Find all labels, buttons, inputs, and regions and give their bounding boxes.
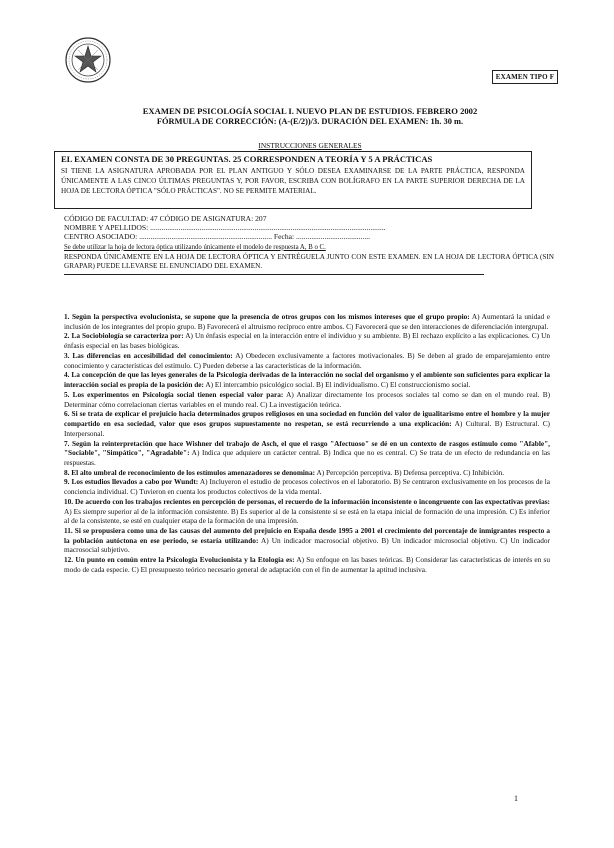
question-stem: 4. La concepción de que las leyes generales de la Psicología derivadas de la interacción no social del organismo y el ambiente son suficientes para explicar la interacción social es propia de la posición de:: [64, 370, 550, 390]
question-item: [64, 390, 550, 409]
instructions-box: [54, 151, 532, 209]
question-stem: 2. La Sociobiología se caracteriza por:: [64, 331, 184, 341]
question-item: [64, 477, 550, 496]
question-stem: 3. Las diferencias en accesibilidad del conocimiento:: [64, 350, 233, 360]
name-field: NOMBRE Y APELLIDOS: ............................................................................................................................: [64, 223, 386, 233]
question-stem: 1. Según la perspectiva evolucionista, se supone que la presencia de otros grupos con los mismos intereses que el grupo propio:: [64, 312, 470, 321]
page-number: 1: [514, 794, 518, 803]
question-stem: 12. Un punto en común entre la Psicología Evolucionista y la Etología es:: [64, 555, 295, 565]
question-stem: 6. Si se trata de explicar el prejuicio hacia determinados grupos religiosos en una sociedad en función del valor de igualitarismo entre el hombre y la mujer compartido en esa sociedad, valor que esos grupos supuestamente no respetan, se está recurriendo a una explicación:: [64, 409, 550, 429]
center-date-field: CENTRO ASOCIADO: ...................................................................... Fecha: .......................................: [64, 232, 371, 242]
question-item: [64, 370, 550, 389]
question-stem: 7. Según la reinterpretación que hace Wishner del trabajo de Asch, el que el rasgo "Afectuoso" se dé en un contexto de rasgos estímulo como "Afable", "Sociable", "Simpático", "Agradable":: [64, 438, 550, 458]
question-item: [64, 526, 550, 555]
question-item: [64, 468, 550, 478]
question-item: [64, 439, 550, 468]
answer-sheet-note: Se debe utilizar la hoja de lectora óptica utilizando únicamente el modelo de respuesta A, B o C.: [64, 243, 326, 251]
question-options: A) Obedecen exclusivamente a factores motivacionales. B) Se deben al grado de emparejamiento entre conocimiento y características del estímulo. C) Pueden deberse a las características de la información.: [64, 350, 551, 370]
question-options: A) Aumentará la unidad e inclusión de los integrantes del propio grupo. B) Favorecerá el altruismo recíproco entre ambos. C) Favorecerá que se den interacciones de diferenciación intergrupal.: [64, 312, 551, 331]
question-item: [64, 409, 550, 438]
question-item: [64, 312, 550, 331]
question-options: A) Un énfasis especial en la interacción entre el individuo y su ambiente. B) El rechazo explícito a las explicaciones. C) Un énfasis especial en las bases biológicas.: [64, 331, 550, 351]
question-options: A) Un indicador macrosocial objetivo. B) Un indicador microsocial objetivo. C) Un indicador macrosocial subjetivo.: [64, 535, 551, 555]
student-form: [64, 214, 554, 275]
question-list: [64, 312, 550, 575]
divider: [64, 274, 484, 275]
question-stem: 11. Si se propusiera como una de las causas del aumento del prejuicio en España desde 1995 a 2001 el crecimiento del porcentaje de inmigrantes respecto a la población autóctona en ese periodo, se estaría utilizando:: [64, 526, 550, 545]
question-item: [64, 351, 550, 370]
question-item: [64, 331, 550, 350]
exam-title: EXAMEN DE PSICOLOGÍA SOCIAL I. NUEVO PLAN DE ESTUDIOS. FEBRERO 2002: [142, 106, 478, 116]
instructions-heading: INSTRUCCIONES GENERALES: [258, 141, 362, 150]
question-options: A) Cultural. B) Estructural. C) Interpersonal.: [64, 419, 550, 438]
question-options: A) Percepción perceptiva. B) Defensa perceptiva. C) Inhibición.: [315, 467, 505, 477]
university-seal-icon: [64, 36, 112, 84]
exam-formula-duration: FÓRMULA DE CORRECCIÓN: (A-(E/2))/3. DURACIÓN DEL EXAMEN: 1h. 30 m.: [156, 117, 464, 126]
question-stem: 5. Los experimentos en Psicología social tienen especial valor para:: [64, 389, 284, 399]
instructions-box-title: EL EXAMEN CONSTA DE 30 PREGUNTAS. 25 CORRESPONDEN A TEORÍA Y 5 A PRÁCTICAS: [61, 154, 433, 164]
course-codes: CÓDIGO DE FACULTAD: 47 CÓDIGO DE ASIGNATURA: 207: [64, 214, 267, 223]
question-options: A) Incluyeron el estudio de procesos colectivos en el laboratorio. B) Se centraron exclusivamente en los procesos de la conciencia individual. C) Tuvieron en cuenta los productos colectivos de la vida mental.: [64, 477, 551, 497]
question-options: A) Es siempre superior al de la información consistente. B) Es superior al de la consistente si se está en la etapa inicial de formación de una impresión. C) Es inferior al de la consistente, se esté en cualquier etapa de la formación de una impresión.: [64, 506, 550, 526]
question-options: A) Su enfoque en las bases teóricas. B) Considerar las características de interés en su modo de cada especie. C) El presupuesto teórico necesario general de adaptación con el fin de aumentar la aptitud inclusiva.: [64, 555, 550, 574]
question-item: [64, 555, 550, 574]
question-item: [64, 497, 550, 526]
question-options: A) Analizar directamente los procesos sociales tal como se dan en el mundo real. B) Determinar cómo correlacionan ciertas variables en el mundo real. C) La investigación teórica.: [64, 389, 550, 409]
question-stem: 8. El alto umbral de reconocimiento de los estímulos amenazadores se denomina:: [64, 467, 316, 477]
question-stem: 9. Los estudios llevados a cabo por Wundt:: [64, 477, 199, 487]
question-options: A) Indica que adquiere un carácter central. B) Indica que no es central. C) Se trata de un efecto de redundancia en las respuestas.: [64, 448, 550, 467]
question-options: A) El intercambio psicológico social. B) El individualismo. C) El construccionismo social.: [203, 380, 471, 390]
answer-sheet-instructions: RESPONDA ÚNICAMENTE EN LA HOJA DE LECTORA ÓPTICA Y ENTRÉGUELA JUNTO CON ESTE EXAMEN. EN LA HOJA DE LECTORA ÓPTICA (SIN GRAPAR) PUEDE LLEVARSE EL ENUNCIADO DEL EXAMEN.: [64, 252, 554, 271]
instructions-box-body: SI TIENE LA ASIGNATURA APROBADA POR EL PLAN ANTIGUO Y SÓLO DESEA EXAMINARSE DE LA PARTE PRÁCTICA, RESPONDA ÚNICAMENTE A LAS CINCO ÚLTIMAS PREGUNTAS Y, POR FAVOR, ESCRIBA CON BOLÍGRAFO EN LA PARTE SUPERIOR DERECHA DE LA HOJA DE LECTORA ÓPTICA "SÓLO PRÁCTICAS". NO SE PERMITE MATERIAL.: [61, 167, 525, 196]
question-stem: 10. De acuerdo con los trabajos recientes en percepción de personas, el recuerdo de la información inconsistente o incongruente con las expectativas previas:: [64, 496, 550, 506]
exam-type-label: EXAMEN TIPO F: [492, 70, 558, 84]
